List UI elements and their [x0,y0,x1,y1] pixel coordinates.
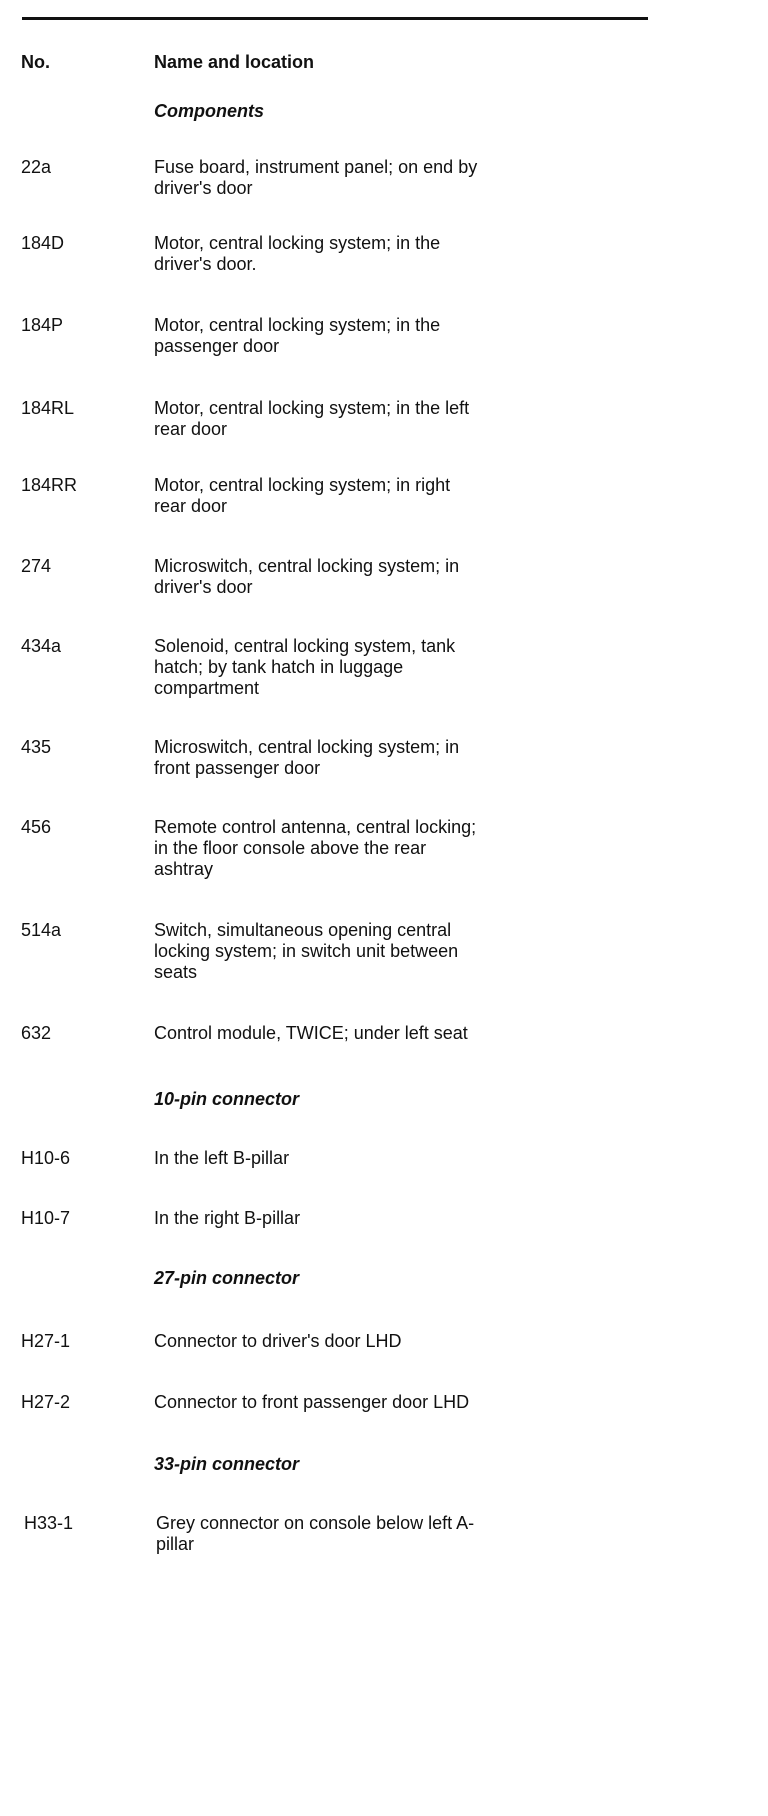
row-no: 632 [21,1023,52,1043]
row-no: H27-2 [21,1392,71,1412]
row-no: 435 [21,737,52,757]
top-rule [22,17,648,20]
row-description: Motor, central locking system; in right rear door [154,475,451,516]
section-title-components: Components [154,101,264,121]
row-description: In the right B-pillar [154,1208,301,1228]
row-no: 456 [21,817,52,837]
row-no: 514a [21,920,62,940]
row-no: H27-1 [21,1331,71,1351]
section-title-27-pin: 27-pin connector [154,1268,300,1288]
header-name-location: Name and location [154,52,315,72]
row-no: H33-1 [24,1513,74,1533]
row-no: 274 [21,556,52,576]
row-description: Remote control antenna, central locking; in the floor console above the rear ashtray [154,817,477,879]
row-no: 184D [21,233,65,253]
row-description: Solenoid, central locking system, tank hatch; by tank hatch in luggage compartment [154,636,456,698]
row-no: 22a [21,157,52,177]
row-description: Fuse board, instrument panel; on end by driver's door [154,157,478,198]
row-no: 184RL [21,398,75,418]
section-title-10-pin: 10-pin connector [154,1089,300,1109]
row-description: Connector to front passenger door LHD [154,1392,470,1412]
row-description: Control module, TWICE; under left seat [154,1023,468,1043]
row-description: Grey connector on console below left A- pillar [156,1513,475,1554]
row-description: Microswitch, central locking system; in driver's door [154,556,460,597]
row-description: Motor, central locking system; in the left rear door [154,398,470,439]
row-no: 184P [21,315,64,335]
row-description: Microswitch, central locking system; in front passenger door [154,737,460,778]
row-no: H10-6 [21,1148,71,1168]
row-description: Motor, central locking system; in the passenger door [154,315,441,356]
row-no: 184RR [21,475,78,495]
row-description: In the left B-pillar [154,1148,290,1168]
row-no: H10-7 [21,1208,71,1228]
row-description: Switch, simultaneous opening central locking system; in switch unit between seats [154,920,459,982]
header-no: No. [21,52,50,72]
row-description: Motor, central locking system; in the driver's door. [154,233,441,274]
section-title-33-pin: 33-pin connector [154,1454,300,1474]
row-description: Connector to driver's door LHD [154,1331,402,1351]
row-no: 434a [21,636,62,656]
